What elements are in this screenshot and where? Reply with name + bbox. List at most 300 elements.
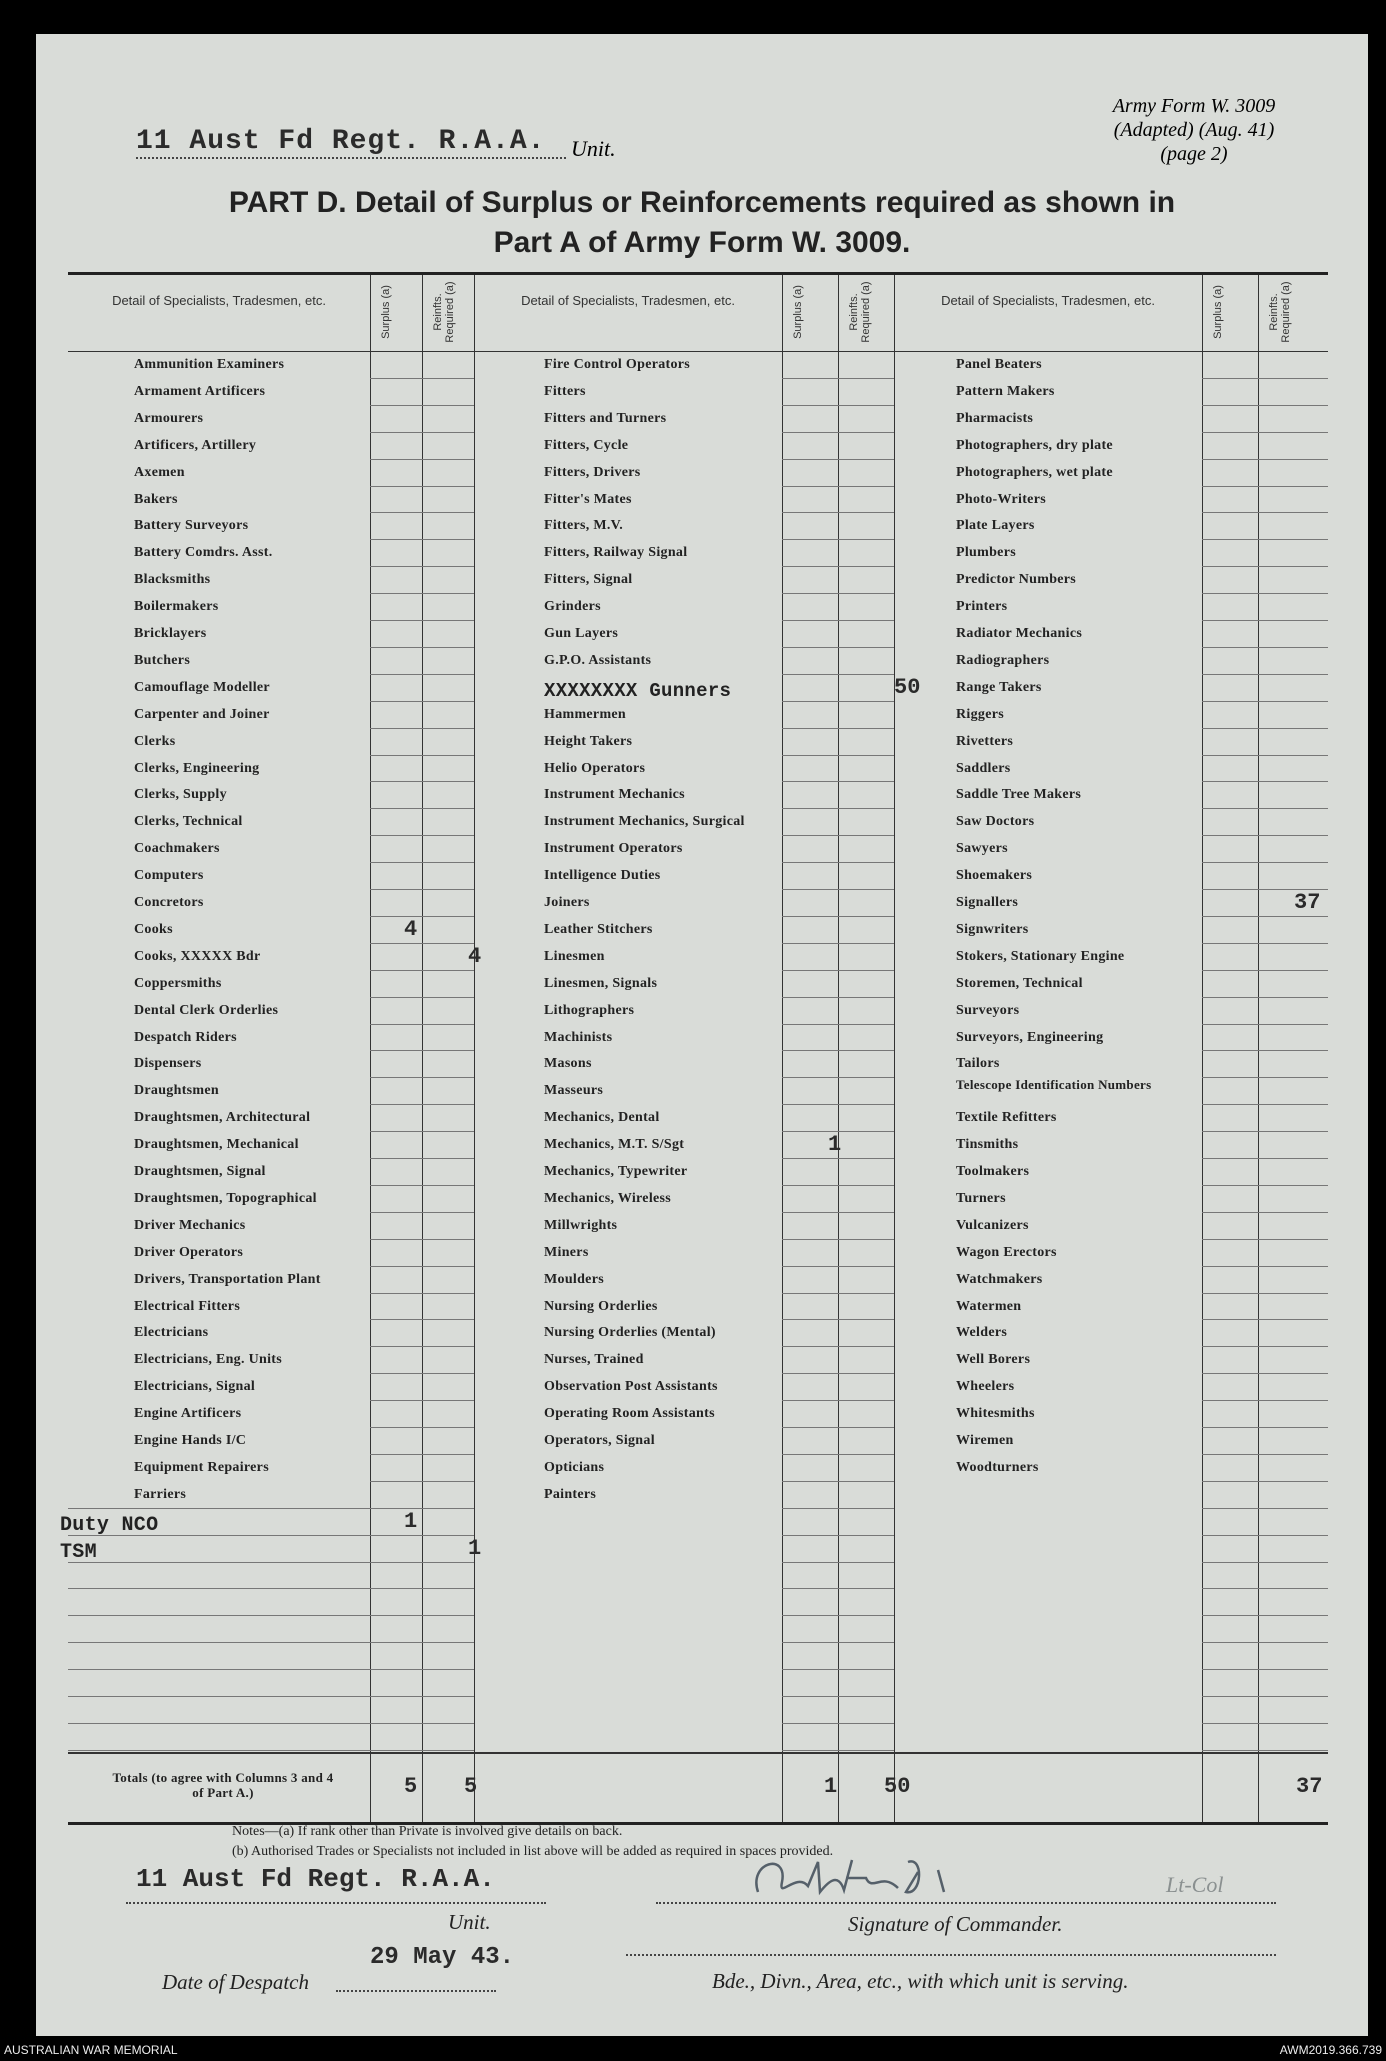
trade-item-col3: Telescope Identification Numbers [956,1077,1152,1093]
cell-line [782,1454,894,1455]
cell-line [782,539,894,540]
trade-item-col3: Radiographers [956,652,1050,668]
form-sheet [36,34,1368,2036]
form-ref-line-1: Army Form W. 3009 [1112,95,1276,117]
trade-item-col3: Pharmacists [956,410,1034,426]
cell-line [370,647,474,648]
trade-item-col1: Cooks [134,921,173,937]
trade-item-col1: Farriers [134,1486,187,1502]
cell-line [370,970,474,971]
cell-line [370,1669,474,1670]
trade-item-col1: Clerks, Supply [134,787,227,803]
footer-unit-typed: 11 Aust Fd Regt. R.A.A. [136,1864,495,1894]
form-ref-line-3: (page 2) [1160,143,1228,165]
total-col1-surplus: 5 [404,1774,418,1799]
cell-line [782,1373,894,1374]
cell-line [370,674,474,675]
column-divider [838,275,839,1822]
cell-line [782,1185,894,1186]
trade-item-col2: Machinists [544,1029,613,1045]
cell-line [782,1750,894,1751]
column-divider [1202,275,1203,1822]
cell-line [370,1588,474,1589]
trade-item-col2: Fire Control Operators [544,357,691,372]
cell-line [782,728,894,729]
cell-line [1202,1535,1328,1536]
trade-item-col1: Cooks, XXXXX Bdr [134,948,261,964]
trade-item-col1: Drivers, Transportation Plant [134,1271,321,1287]
cell-line [782,459,894,460]
cell-line [782,593,894,594]
trade-item-col1: Armourers [134,410,204,426]
trade-item-col3: Sawyers [956,841,1008,857]
trade-item-col2: Mechanics, Wireless [544,1190,672,1206]
cell-line [1202,459,1328,460]
credit-left: AUSTRALIAN WAR MEMORIAL [4,2043,178,2057]
cell-line [782,1535,894,1536]
trade-item-col1: Electrical Fitters [134,1298,241,1314]
cell-line [1202,701,1328,702]
cell-line [782,1508,894,1509]
trade-item-col3: Whitesmiths [956,1406,1035,1422]
cell-line [782,997,894,998]
trade-item-col1: Dispensers [134,1056,202,1072]
trade-item-col2: Fitter's Mates [544,491,632,507]
trade-item-col3: Stokers, Stationary Engine [956,948,1125,964]
cell-line [782,808,894,809]
trade-item-col3: Photo-Writers [956,491,1046,507]
trades-table [60,272,1328,1825]
trade-item-col2: Fitters, Signal [544,572,633,588]
cell-line [782,1615,894,1616]
cell-line [1202,1508,1328,1509]
footer-unit-dotline [126,1902,546,1904]
cell-line [782,647,894,648]
cell-line [370,1723,474,1724]
cell-line [1202,943,1328,944]
trade-item-col3: Surveyors [956,1002,1020,1018]
column-divider [422,275,423,1822]
trade-item-col1: Carpenter and Joiner [134,706,270,722]
cell-line [370,728,474,729]
detail-column-header-2: Detail of Specialists, Tradesmen, etc. [521,293,735,308]
cell-line [370,1293,474,1294]
cell-line [1202,808,1328,809]
totals-label: Totals (to agree with Columns 3 and 4 of Part A.) [112,1770,334,1800]
cell-line [782,835,894,836]
trade-item-col2: Moulders [544,1271,604,1287]
cell-line [370,1454,474,1455]
trade-item-col1: Draughtsmen, Architectural [134,1110,311,1126]
trade-item-col3: Saddle Tree Makers [956,787,1082,803]
cell-line [1202,1454,1328,1455]
note-a: Notes—(a) If rank other than Private is involved give details on back. [232,1824,623,1839]
cell-line [1202,1077,1328,1078]
cooks-surplus-value: 4 [404,916,418,942]
cell-line [1202,1158,1328,1159]
cell-line [1202,512,1328,513]
cell-line [782,1696,894,1697]
cell-line [782,1158,894,1159]
trade-item-col2: Millwrights [544,1217,618,1233]
cell-line [782,1400,894,1401]
trade-item-col2: Nursing Orderlies (Mental) [544,1325,716,1341]
trade-item-col2: Masseurs [544,1083,604,1099]
cell-line [782,943,894,944]
cell-line [782,1024,894,1025]
trade-item-col3: Rivetters [956,733,1014,749]
cell-line [782,755,894,756]
cell-line [1202,997,1328,998]
cell-line [782,889,894,890]
cell-line [1202,1185,1328,1186]
cooks-bdr-reinfts-value: 4 [468,943,482,969]
trade-item-col3: Plate Layers [956,518,1035,534]
trade-item-col3: Wiremen [956,1433,1014,1448]
cell-line [1202,781,1328,782]
trade-item-col2: Mechanics, M.T. S/Sgt [544,1137,685,1153]
cell-line [782,1239,894,1240]
trade-item-col2: Instrument Operators [544,841,683,857]
trade-item-col1: Despatch Riders [134,1029,237,1045]
cell-line [1202,1588,1328,1589]
trade-item-col1: Artificers, Artillery [134,437,257,453]
trade-item-col3: Welders [956,1325,1008,1341]
column-divider [370,275,371,1822]
trade-item-col1: Bakers [134,491,178,507]
trade-item-col3: Radiator Mechanics [956,626,1083,641]
signallers-reinfts-value: 37 [1294,890,1321,915]
trade-item-col3: Woodturners [956,1459,1039,1475]
trade-item-col2: Intelligence Duties [544,868,661,884]
bde-label: Bde., Divn., Area, etc., with which unit is serving. [712,1969,1129,1993]
cell-line [782,486,894,487]
cell-line [370,1615,474,1616]
surplus-column-header: Surplus (a) [1212,285,1224,339]
cell-line [1202,405,1328,406]
trade-item-col3: Tinsmiths [956,1137,1019,1153]
trade-item-col3: Signwriters [956,921,1029,937]
trade-item-col3: Printers [956,599,1008,615]
cell-line [782,1319,894,1320]
cell-line [370,1427,474,1428]
cell-line [370,1077,474,1078]
cell-line [782,862,894,863]
cell-line [1202,620,1328,621]
cell-line [782,1669,894,1670]
trade-item-col2: Nursing Orderlies [544,1298,658,1314]
trade-item-col1: Camouflage Modeller [134,679,270,695]
cell-line [370,781,474,782]
cell-line [370,1185,474,1186]
cell-line [782,1427,894,1428]
cell-line [370,835,474,836]
cell-line [370,1319,474,1320]
date-dotline [336,1990,496,1992]
detail-column-header-3: Detail of Specialists, Tradesmen, etc. [941,293,1155,308]
trade-item-col1: Armament Artificers [134,383,266,399]
cell-line [370,862,474,863]
cell-line [782,1212,894,1213]
trade-item-col1: Axemen [134,464,185,480]
trade-item-col2: Instrument Mechanics [544,787,685,803]
cell-line [782,1723,894,1724]
trade-item-col2: Miners [544,1244,589,1260]
trade-item-col3: Saddlers [956,760,1011,776]
form-ref-line-2: (Adapted) (Aug. 41) [1113,119,1275,141]
note-b: (b) Authorised Trades or Specialists not included in list above will be added as required in spaces provided. [232,1844,834,1859]
trade-item-col2: Joiners [544,895,590,910]
trade-item-col1: Battery Surveyors [134,518,249,534]
cell-line [782,1346,894,1347]
form-reference [1064,94,1324,166]
trade-item-col2: Fitters, Railway Signal [544,545,688,561]
total-col2-surplus: 1 [824,1774,838,1799]
cell-line [370,378,474,379]
trade-item-col3: Wagon Erectors [956,1244,1057,1260]
cell-line [782,970,894,971]
trade-item-col1: Blacksmiths [134,572,211,588]
trade-item-col1: Driver Mechanics [134,1217,246,1233]
header-divider [68,351,1328,352]
trade-item-col3: Toolmakers [956,1164,1030,1179]
cell-line [782,1642,894,1643]
cell-line [370,1050,474,1051]
trade-item-col3: Storemen, Technical [956,975,1083,991]
trade-item-col1: Equipment Repairers [134,1459,269,1475]
cell-line [370,1373,474,1374]
trade-item-col3: Range Takers [956,679,1042,695]
surplus-column-header: Surplus (a) [380,285,392,339]
cell-line [370,1481,474,1482]
cell-line [782,1481,894,1482]
trade-item-col2: Linesmen [544,948,605,964]
detail-column-header-1: Detail of Specialists, Tradesmen, etc. [112,293,326,308]
trade-item-col2: Fitters, M.V. [544,518,624,534]
reinfts-column-header: Reinfts. Required (a) [432,281,456,343]
cell-line [1202,1427,1328,1428]
trade-item-col3: Photographers, wet plate [956,464,1113,480]
cell-line [782,1104,894,1105]
trade-item-col1: Boilermakers [134,599,219,615]
cell-line [370,1104,474,1105]
trade-item-col2: Leather Stitchers [544,921,653,937]
reinfts-column-header: Reinfts. Required (a) [1268,281,1292,343]
trade-item-col2: Opticians [544,1459,605,1475]
trade-item-col2: G.P.O. Assistants [544,652,652,668]
total-col3-reinfts: 37 [1296,1774,1323,1799]
cell-line [1202,647,1328,648]
trade-item-col2: Masons [544,1056,592,1072]
cell-line [370,1158,474,1159]
trade-item-col3: Saw Doctors [956,814,1035,830]
trade-item-col2: Grinders [544,599,601,615]
trade-item-col2: Mechanics, Dental [544,1110,660,1126]
bde-dotline [626,1954,1276,1956]
trade-item-col3: Shoemakers [956,868,1033,884]
trade-item-col1: Clerks, Engineering [134,760,260,776]
trade-item-col2: Lithographers [544,1002,635,1018]
trade-item-col2: Operating Room Assistants [544,1406,715,1422]
cell-line [782,1077,894,1078]
trade-item-col3: Watchmakers [956,1271,1043,1287]
cell-line [1202,1615,1328,1616]
cell-line [370,755,474,756]
signature-label: Signature of Commander. [848,1912,1063,1936]
cell-line [370,1562,474,1563]
totals-divider [68,1752,1328,1754]
cell-line [782,1050,894,1051]
cell-line [370,1750,474,1751]
cell-line [782,1266,894,1267]
cell-line [782,1562,894,1563]
trade-item-col2: Gun Layers [544,626,619,641]
cell-line [1202,486,1328,487]
credit-right: AWM2019.366.739 [1279,2043,1382,2057]
cell-line [370,459,474,460]
trade-item-col3: Pattern Makers [956,383,1055,399]
signature-rank: Lt-Col [1166,1872,1224,1897]
trade-item-col2: Fitters and Turners [544,410,667,426]
cell-line [1202,1024,1328,1025]
trade-item-col3: Watermen [956,1298,1022,1314]
cell-line [370,620,474,621]
cell-line [1202,593,1328,594]
mechanics-mt-surplus-value: 1 [828,1132,842,1158]
cell-line [782,378,894,379]
total-col1-reinfts: 5 [464,1774,478,1799]
cell-line [370,1696,474,1697]
cell-line [782,781,894,782]
trade-item-col1: Draughtsmen, Topographical [134,1190,317,1206]
trade-item-col2: Observation Post Assistants [544,1379,718,1395]
cell-line [1202,862,1328,863]
cell-line [782,1293,894,1294]
unit-label: Unit. [571,136,616,161]
trade-item-col3: Well Borers [956,1352,1031,1368]
trade-item-col3: Plumbers [956,545,1016,561]
column-divider [894,275,895,1822]
cell-line [370,486,474,487]
cell-line [1202,728,1328,729]
cell-line [1202,1481,1328,1482]
cell-line [370,512,474,513]
trade-item-col2: Fitters, Drivers [544,464,641,480]
cell-line [1202,916,1328,917]
trade-item-col1: Electricians, Eng. Units [134,1352,282,1368]
trade-item-col1: Butchers [134,652,191,668]
cell-line [782,674,894,675]
cell-line [370,997,474,998]
column-divider [474,275,475,1822]
cell-line [370,701,474,702]
trade-item-col2: Hammermen [544,706,627,722]
trade-item-col3: Photographers, dry plate [956,437,1113,453]
cell-line [782,916,894,917]
trade-item-col2: Fitters [544,383,586,399]
trade-item-col3: Signallers [956,895,1019,910]
cell-line [1202,1696,1328,1697]
cell-line [1202,1131,1328,1132]
cell-line [1202,1400,1328,1401]
cell-line [1202,1104,1328,1105]
cell-line [1202,432,1328,433]
cell-line [370,1535,474,1536]
cell-line [782,620,894,621]
cell-line [1202,1669,1328,1670]
trade-item-col1: Clerks, Technical [134,814,243,830]
column-divider [1258,275,1259,1822]
trade-item-col1: Clerks [134,733,176,749]
cell-line [1202,539,1328,540]
surplus-column-header: Surplus (a) [792,285,804,339]
cell-line [1202,835,1328,836]
cell-line [1202,755,1328,756]
cell-line [370,943,474,944]
cell-line [370,1131,474,1132]
trade-item-col3: Riggers [956,706,1004,722]
cell-line [370,432,474,433]
trade-item-col3: Turners [956,1190,1006,1206]
cell-line [1202,378,1328,379]
cell-line [782,701,894,702]
trade-item-col2: Linesmen, Signals [544,975,658,991]
trade-item-col2: Fitters, Cycle [544,437,629,453]
cell-line [370,1400,474,1401]
trade-item-col1: Duty NCO [60,1513,159,1537]
cell-line [370,1642,474,1643]
cell-line [782,566,894,567]
cell-line [370,1024,474,1025]
trade-item-col1: Dental Clerk Orderlies [134,1002,279,1018]
date-typed: 29 May 43. [370,1944,515,1971]
cell-line [782,405,894,406]
trade-item-col2: Height Takers [544,733,633,749]
cell-line [782,512,894,513]
cell-line [1202,1373,1328,1374]
reinfts-column-header: Reinfts. Required (a) [848,281,872,343]
footer-unit-label: Unit. [448,1910,491,1934]
trade-item-col1: Coppersmiths [134,975,222,991]
unit-name-typed: 11 Aust Fd Regt. R.A.A. [136,126,566,159]
cell-line [370,539,474,540]
trade-item-col1: Draughtsmen, Mechanical [134,1137,299,1153]
cell-line [1202,1750,1328,1751]
trade-item-col1: Ammunition Examiners [134,357,285,372]
trade-item-col1: Engine Artificers [134,1406,242,1422]
trade-item-col2: Operators, Signal [544,1433,655,1448]
signature-dotline [656,1902,1276,1904]
cell-line [782,1588,894,1589]
trade-item-col1: Computers [134,868,204,884]
cell-line [1202,1266,1328,1267]
trade-item-col1: Driver Operators [134,1244,244,1260]
trade-item-col2: XXXXXXXX Gunners [544,679,732,702]
trade-item-col1: Bricklayers [134,626,207,641]
trade-item-col3: Vulcanizers [956,1217,1029,1233]
trade-item-col2: Helio Operators [544,760,646,776]
tsm-reinfts-value: 1 [468,1535,482,1561]
cell-line [782,432,894,433]
cell-line [1202,566,1328,567]
trade-item-col3: Panel Beaters [956,357,1042,372]
trade-item-col2: Instrument Mechanics, Surgical [544,814,745,830]
trade-item-col1: Concretors [134,895,204,910]
cell-line [370,808,474,809]
trade-item-col1: Draughtsmen, Signal [134,1164,266,1179]
gunners-reinfts-value: 50 [894,674,921,700]
trade-item-col2: Mechanics, Typewriter [544,1164,688,1179]
